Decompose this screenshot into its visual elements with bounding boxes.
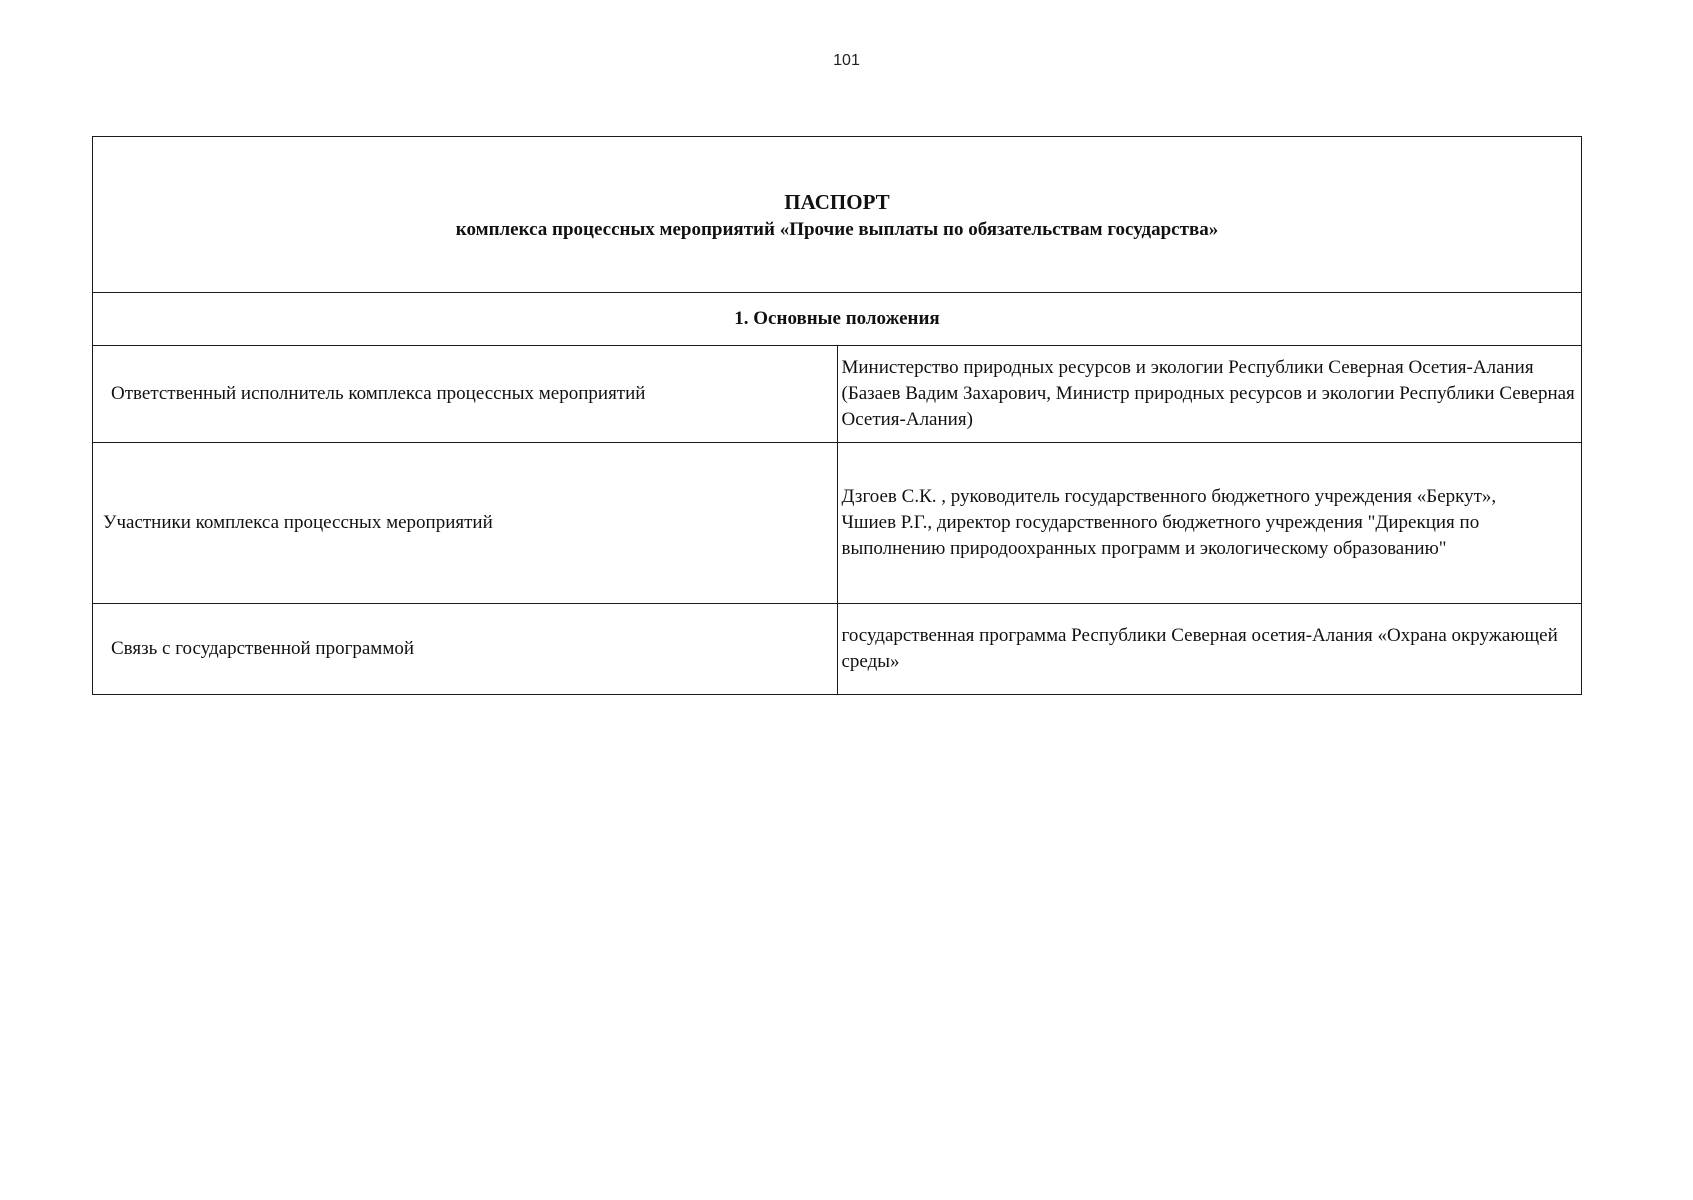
row-label-responsible: Ответственный исполнитель комплекса процессных мероприятий [93,346,838,443]
value-line: государственная программа Республики Северная осетия-Алания «Охрана окружающей среды» [841,625,1558,672]
value-line: Дзгоев С.К. , руководитель государственного бюджетного учреждения «Беркут», [841,486,1497,507]
document-title: ПАСПОРТ [784,189,890,214]
section-row [93,293,1582,346]
row-value-responsible [837,346,1582,443]
table-row [93,346,1582,443]
passport-table [92,136,1582,695]
row-label-program-link: Связь с государственной программой [93,604,838,695]
value-line: Министерство природных ресурсов и экологии Республики Северная Осетия-Алания (Базаев Вадим Захарович, Министр природных ресурсов и экологии Республики Северная Осетия-Алания) [841,357,1575,430]
title-row [93,137,1582,293]
section-heading: 1. Основные положения [93,293,1582,346]
row-value-program-link [837,604,1582,695]
row-label-participants: Участники комплекса процессных мероприятий [93,443,838,604]
table-row [93,604,1582,695]
page-number: 101 [833,52,860,69]
document-subtitle: комплекса процессных мероприятий «Прочие выплаты по обязательствам государства» [455,218,1219,240]
row-value-participants [837,443,1582,604]
table-row [93,443,1582,604]
value-line: Чшиев Р.Г., директор государственного бюджетного учреждения "Дирекция по выполнению природоохранных программ и экологическому образованию" [841,512,1480,559]
title-cell [93,137,1582,293]
